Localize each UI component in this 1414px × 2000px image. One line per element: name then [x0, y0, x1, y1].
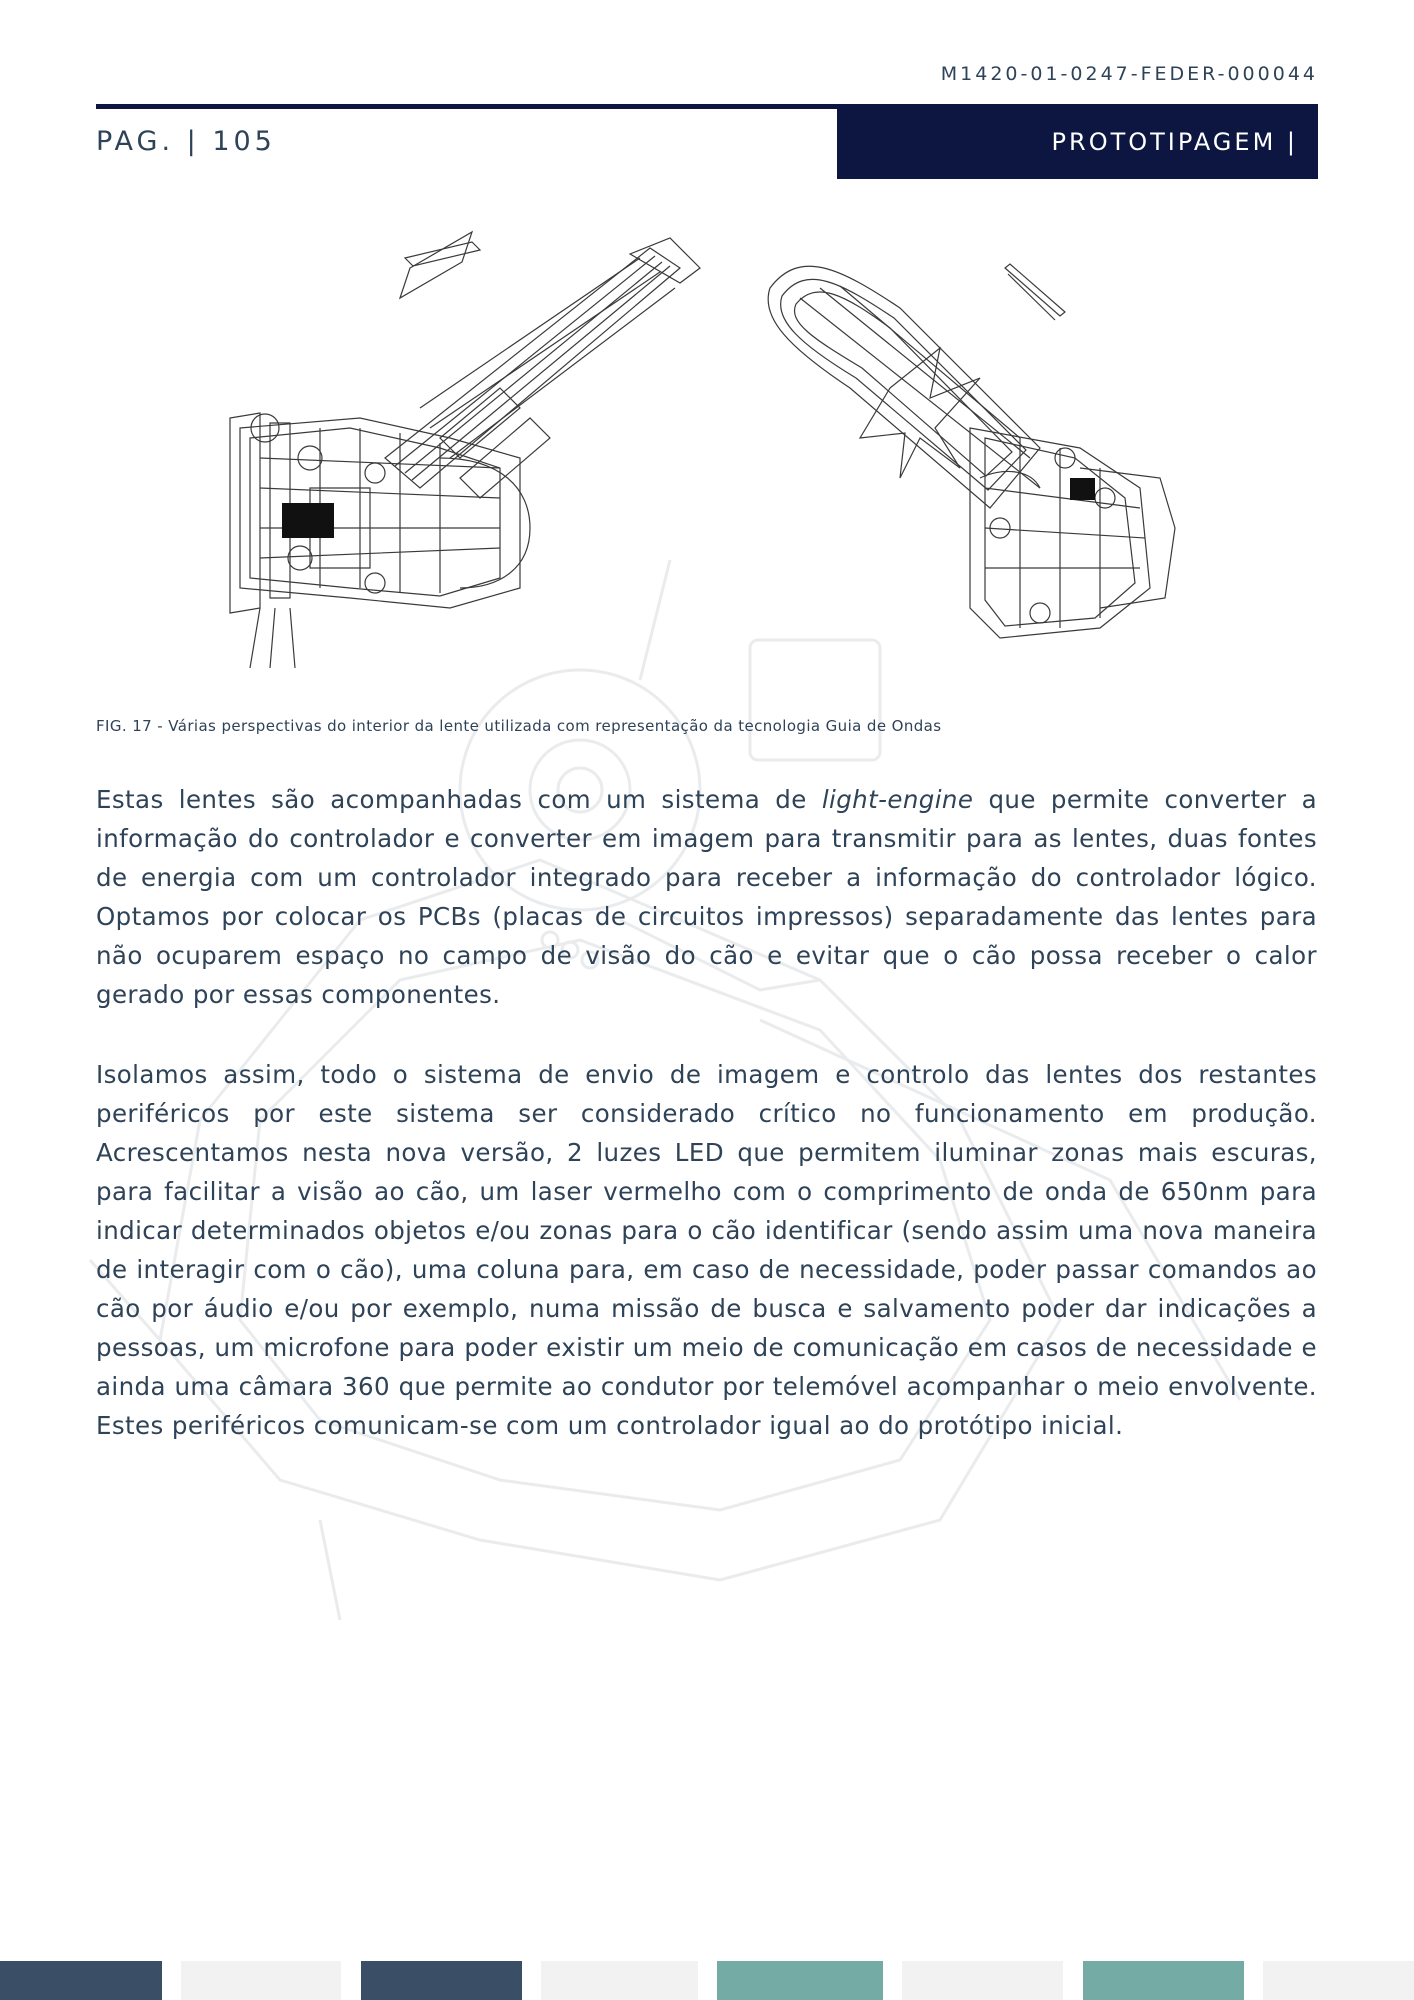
footer-bar-teal-1 — [717, 1961, 883, 2000]
left-lens-housing — [230, 413, 530, 668]
document-code: M1420-01-0247-FEDER-000044 — [940, 63, 1318, 85]
lens-wireframe-figure — [200, 228, 1180, 668]
page-number: PAG. | 105 — [96, 126, 276, 157]
header-rule — [96, 104, 837, 109]
paragraph-1-text-end: que permite converter a informação do controlador e converter em imagem para transmitir para as lentes, duas fontes de energia com um controlador integrado para receber a informação do controlador lógico. Optamos por colocar os PCBs (placas de circuitos impressos) separadamente das lentes para não ocuparem espaço no campo de visão do cão e evitar que o cão possa receber o calor gerado por essas componentes. — [96, 785, 1318, 1009]
light-engine-term: light-engine — [821, 785, 974, 814]
footer-bar-slate-2 — [361, 1961, 522, 2000]
footer-bar-slate-1 — [0, 1961, 162, 2000]
footer-bar-gray-3 — [902, 1961, 1063, 2000]
paragraph-1-text-start: Estas lentes são acompanhadas com um sistema de — [96, 785, 822, 814]
footer-bar-gray-1 — [181, 1961, 341, 2000]
right-lens-housing — [970, 428, 1175, 638]
footer-bar-gray-2 — [541, 1961, 698, 2000]
body-paragraph-1 — [96, 780, 1317, 1014]
left-lens-arm — [385, 238, 700, 498]
footer-bar-gray-4 — [1263, 1961, 1414, 2000]
figure-caption: FIG. 17 - Várias perspectivas do interior da lente utilizada com representação da tecnologia Guia de Ondas — [96, 717, 942, 735]
body-paragraph-2: Isolamos assim, todo o sistema de envio de imagem e controlo das lentes dos restantes periféricos por este sistema ser considerado crítico no funcionamento em produção. Acrescentamos nesta nova versão, 2 luzes LED que permitem iluminar zonas mais escuras, para facilitar a visão ao cão, um laser vermelho com o comprimento de onda de 650nm para indicar determinados objetos e/ou zonas para o cão identificar (sendo assim uma nova maneira de interagir com o cão), uma coluna para, em caso de necessidade, poder passar comandos ao cão por áudio e/ou por exemplo, numa missão de busca e salvamento poder dar indicações a pessoas, um microfone para poder existir um meio de comunicação em casos de necessidade e ainda uma câmara 360 que permite ao condutor por telemóvel acompanhar o meio envolvente. Estes periféricos comunicam-se com um controlador igual ao do protótipo inicial. — [96, 1060, 1317, 1440]
section-banner — [837, 104, 1318, 179]
footer-bar-teal-2 — [1083, 1961, 1244, 2000]
section-title: PROTOTIPAGEM | — [1051, 128, 1298, 156]
